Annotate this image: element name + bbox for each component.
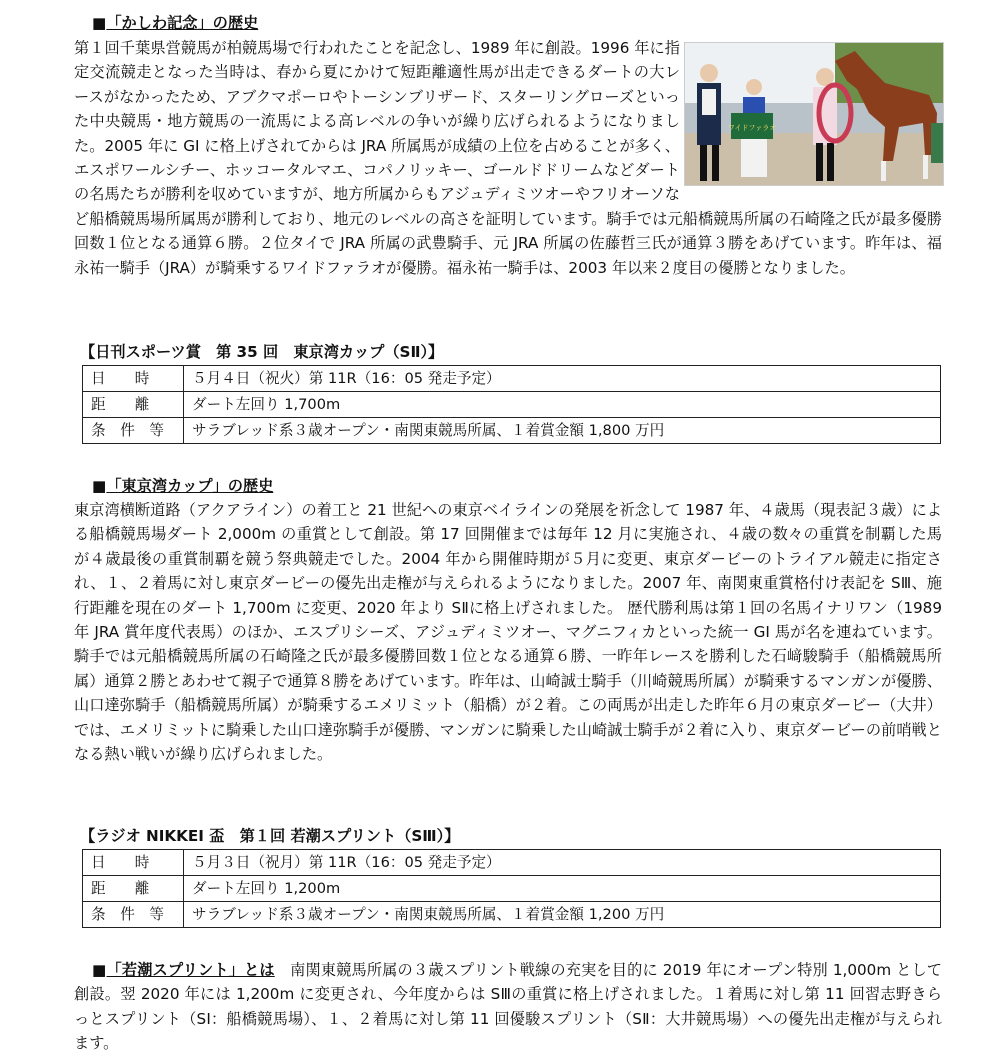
row-value: サラブレッド系３歳オープン・南関東競馬所属、１着賞金額 1,200 万円 [184, 902, 941, 928]
table-row [83, 876, 941, 902]
bullet-icon: ■ [92, 14, 107, 32]
tokyowan-heading: ■「東京湾カップ」の歴史 [92, 477, 274, 495]
row-label: 日 時 [83, 850, 184, 876]
wakashio-heading: ■「若潮スプリント」とは [92, 961, 275, 979]
row-label: 日 時 [83, 366, 184, 392]
row-value: ダート左回り 1,200m [184, 876, 941, 902]
table-row [83, 850, 941, 876]
photo-spacer [680, 36, 942, 186]
svg-text:ワイドファラオ: ワイドファラオ [727, 124, 777, 132]
row-value: ダート左回り 1,700m [184, 392, 941, 418]
table-row [83, 418, 941, 444]
wakashio-race-table [82, 849, 941, 928]
tokyowan-race-title: 【日刊スポーツ賞 第 35 回 東京湾カップ（SⅡ）】 [80, 343, 444, 361]
bullet-icon: ■ [92, 477, 107, 495]
kashiwa-body [74, 36, 942, 280]
table-row [83, 392, 941, 418]
tokyowan-race-table [82, 365, 941, 444]
kashiwa-heading: ■「かしわ記念」の歴史 [92, 14, 259, 32]
row-value: サラブレッド系３歳オープン・南関東競馬所属、１着賞金額 1,800 万円 [184, 418, 941, 444]
wakashio-body: ■「若潮スプリント」とは 南関東競馬所属の３歳スプリント戦線の充実を目的に 2019 年にオープン特別 1,000m として創設。翌 2020 年には 1,200m に変更され、今年度からは SⅢの重賞に格上げされました。１着馬に対し第 11 回習志野きらっとスプリント（SⅠ：船橋競馬場）、１、２着馬に対し第 11 回優駿スプリント（SⅡ：大井競馬場）への優先出走権が与えられます。 [74, 961, 942, 1053]
tokyowan-body: 東京湾横断道路（アクアライン）の着工と 21 世紀への東京ベイラインの発展を祈念して 1987 年、４歳馬（現表記３歳）による船橋競馬場ダート 2,000m の重賞として創設。第 17 回開催までは毎年 12 月に実施され、４歳の数々の重賞を制覇した馬が４歳最後の重賞制覇を競う祭典競走でした。2004 年から開催時期が５月に変更、東京ダービーのトライアル競走に指定され、１、２着馬に対し東京ダービーの優先出走権が与えられるようになりました。2007 年、南関東重賞格付け表記を SⅢ、施行距離を現在のダート 1,700m に変更、2020 年より SⅡに格上げされました。 歴代勝利馬は第１回の名馬イナリワン（1989 年 JRA 賞年度代表馬）のほか、エスプリシーズ、アジュディミツオー、マグニフィカといった統一 GI 馬が名を連ねています。騎手では元船橋競馬所属の石崎隆之氏が最多優勝回数１位となる通算６勝、一昨年レースを勝利した石﨑駿騎手（船橋競馬所属）通算２勝とあわせて親子で通算８勝をあげています。昨年は、山崎誠士騎手（川崎競馬所属）が騎乗するマンガンが優勝、山口達弥騎手（船橋競馬所属）が騎乗するエメリミット（船橋）が２着。この両馬が出走した昨年６月の東京ダービー（大井）では、エメリミットに騎乗した山口達弥騎手が優勝、マンガンに騎乗した山崎誠士騎手が２着に入り、東京ダービーの前哨戦となる熱い戦いが繰り広げられました。 [74, 501, 942, 764]
wakashio-race-title: 【ラジオ NIKKEI 盃 第１回 若潮スプリント（SⅢ）】 [80, 827, 460, 845]
row-value: ５月４日（祝火）第 11R（16：05 発走予定） [184, 366, 941, 392]
row-label: 距 離 [83, 876, 184, 902]
bullet-icon: ■ [92, 961, 107, 979]
row-value: ５月３日（祝月）第 11R（16：05 発走予定） [184, 850, 941, 876]
row-label: 条 件 等 [83, 418, 184, 444]
kashiwa-text: 第１回千葉県営競馬が柏競馬場で行われたことを記念し、1989 年に創設。1996 年に指定交流競走となった当時は、春から夏にかけて短距離適性馬が出走できるダートの大レースがなかったため、アブクマポーロやトーシンブリザード、スターリングローズといった中央競馬・地方競馬の一流馬による高レベルの争いが繰り広げられるようになりました。2005 年に GI に格上げされてからは JRA 所属馬が成績の上位を占めることが多く、エスポワールシチー、ホッコータルマエ、コパノリッキー、ゴールドドリームなどダートの名馬たちが勝利を収めていますが、地方所属からもアジュディミツオーやフリオーソなど船橋競馬場所属馬が勝利しており、地元のレベルの高さを証明しています。騎手では元船橋競馬所属の石崎隆之氏が最多優勝回数１位となる通算６勝。２位タイで JRA 所属の武豊騎手、元 JRA 所属の佐藤哲三氏が通算３勝をあげています。昨年は、福永祐一騎手（JRA）が騎乗するワイドファラオが優勝。福永祐一騎手は、2003 年以来２度目の優勝となりました。 [74, 36, 942, 280]
table-row [83, 366, 941, 392]
row-label: 距 離 [83, 392, 184, 418]
row-label: 条 件 等 [83, 902, 184, 928]
table-row [83, 902, 941, 928]
